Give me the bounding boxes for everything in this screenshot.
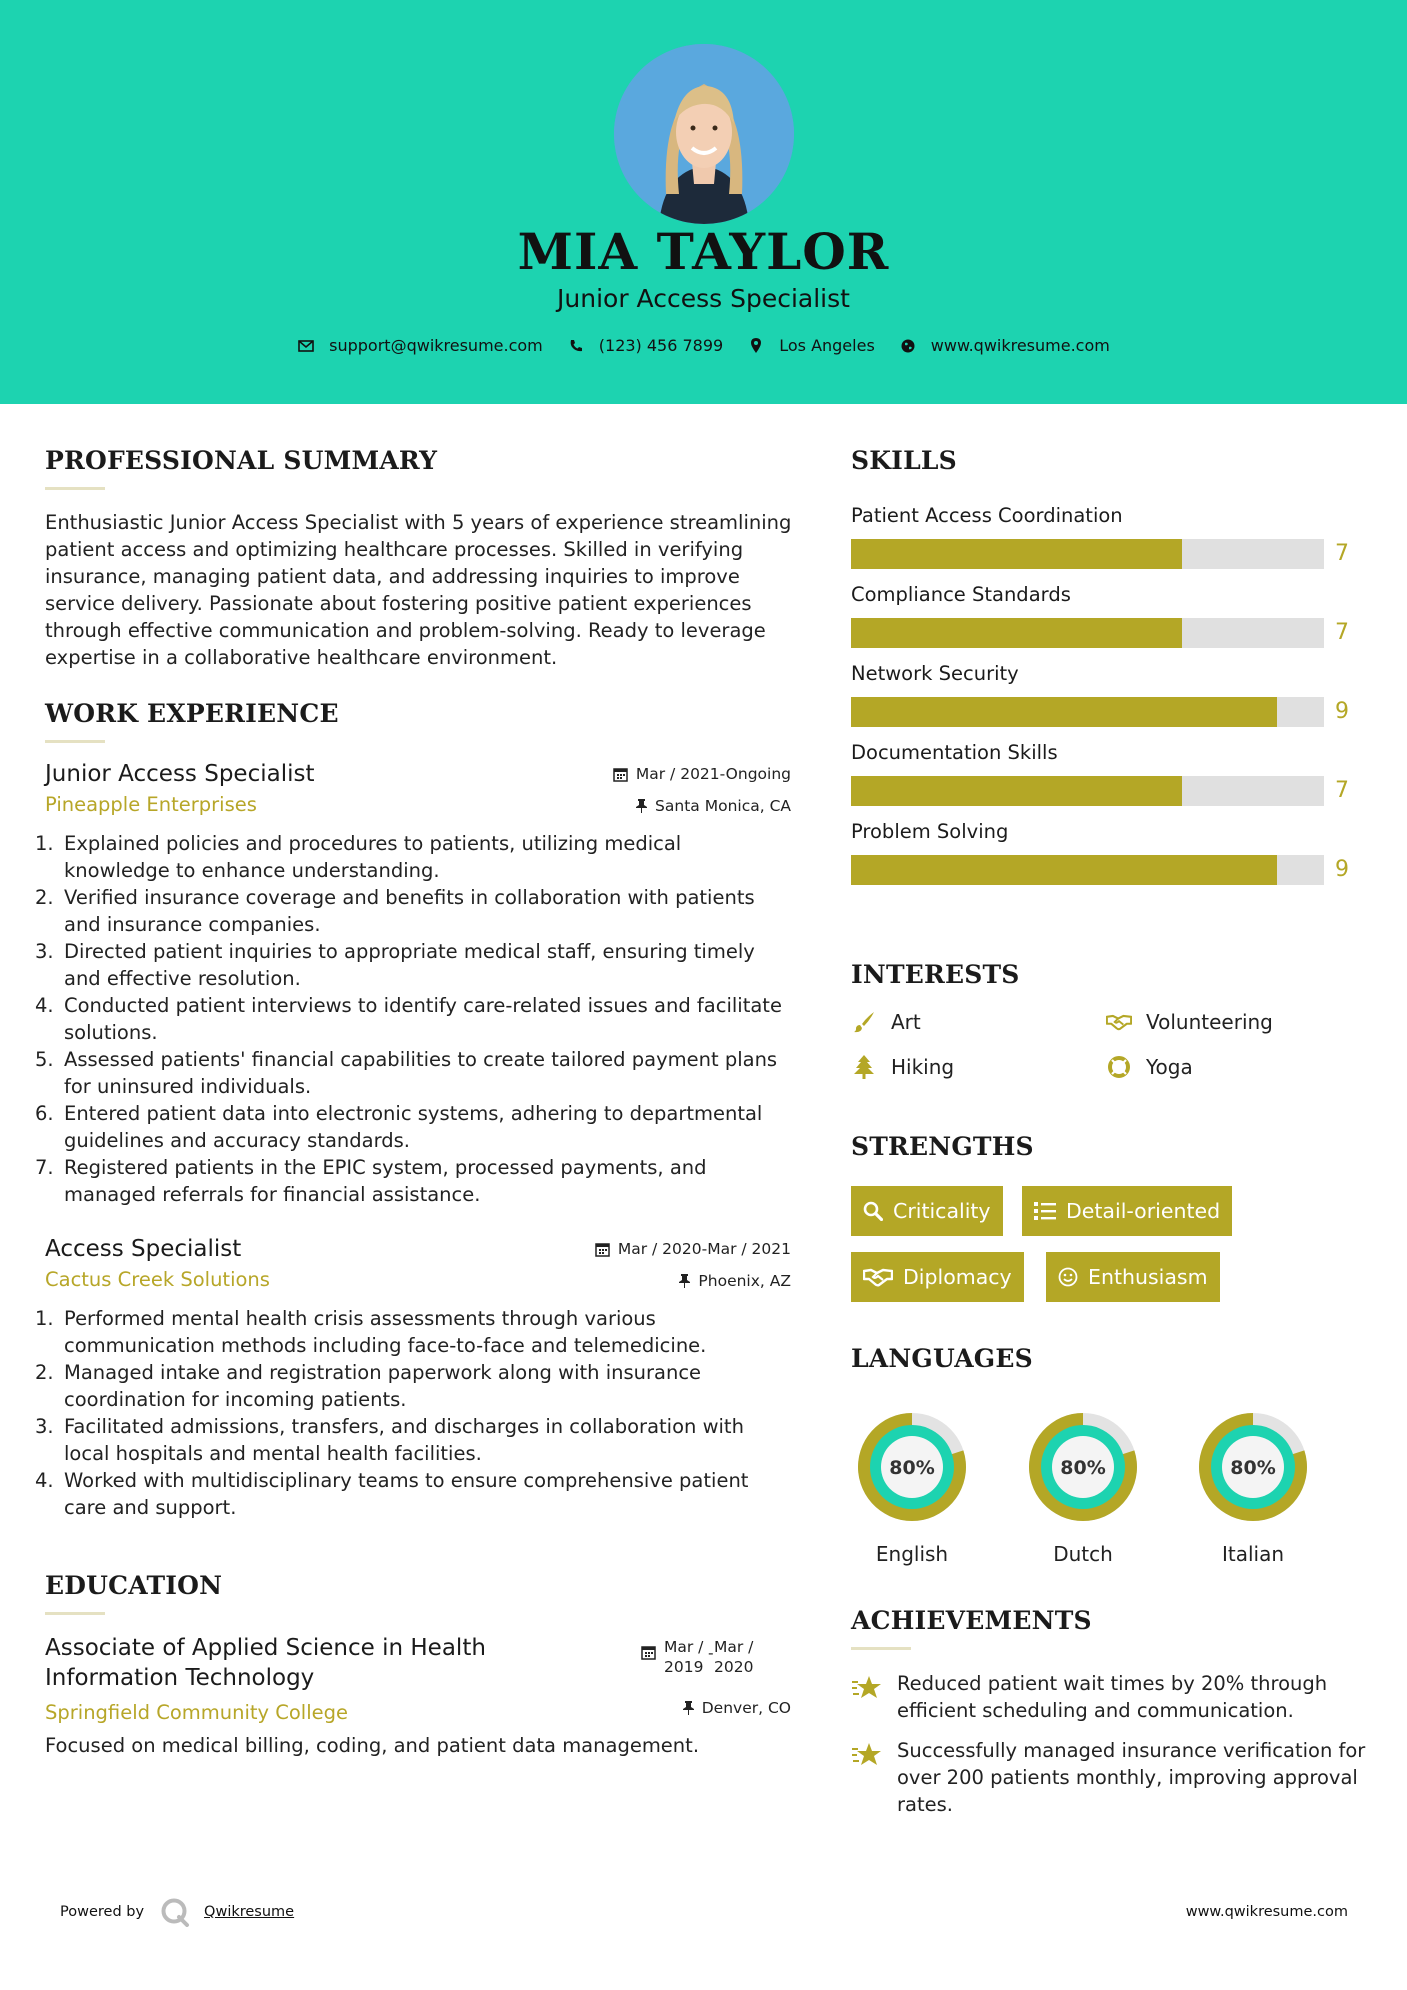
skills-title: SKILLS — [851, 446, 957, 475]
education-end-month: Mar / — [714, 1638, 754, 1656]
education-section — [45, 1571, 795, 1759]
phone-icon — [567, 337, 585, 355]
language-percent: 80% — [889, 1457, 935, 1479]
language-item — [851, 1406, 973, 1566]
interest-label: Yoga — [1146, 1055, 1193, 1079]
skill-bar — [851, 697, 1371, 727]
language-item — [1192, 1406, 1314, 1566]
skill-value: 9 — [1335, 699, 1349, 724]
duty-item: Explained policies and procedures to patients, utilizing medical knowledge to enhance understanding. — [64, 832, 682, 882]
paintbrush-icon — [851, 1010, 877, 1034]
languages-section — [851, 1344, 1371, 1574]
skill-bar — [851, 776, 1371, 806]
profile-photo — [614, 44, 794, 224]
skill-value: 7 — [1335, 778, 1349, 803]
duty-item: Assessed patients' financial capabilities to create tailored payment plans for uninsured individuals. — [64, 1048, 778, 1098]
job-dates — [595, 1240, 791, 1258]
duty-item: Directed patient inquiries to appropriate medical staff, ensuring timely and effective resolution. — [64, 940, 755, 990]
education-dates — [641, 1637, 758, 1677]
education-degree-line1: Associate of Applied Science in Health — [45, 1635, 486, 1661]
calendar-icon — [641, 1637, 656, 1677]
duty-item: Facilitated admissions, transfers, and discharges in collaboration with local hospitals and mental health facilities. — [64, 1415, 744, 1465]
interest-label: Volunteering — [1146, 1010, 1273, 1034]
calendar-icon — [595, 1242, 610, 1257]
skill-fill — [851, 618, 1182, 648]
skill-track — [851, 697, 1324, 727]
skill-fill — [851, 539, 1182, 569]
skill-value: 9 — [1335, 857, 1349, 882]
education-start — [664, 1637, 708, 1677]
education-entry — [45, 1633, 791, 1759]
education-degree-line2: Information Technology — [45, 1665, 315, 1691]
map-pin-icon — [747, 337, 765, 355]
right-column — [851, 446, 1371, 1816]
education-location — [683, 1699, 791, 1717]
search-icon — [863, 1201, 883, 1221]
skill-track — [851, 539, 1324, 569]
language-name: Dutch — [1053, 1542, 1113, 1566]
section-divider — [45, 1612, 105, 1615]
interest-item — [851, 1010, 921, 1034]
left-column — [45, 446, 795, 1759]
skill-item — [851, 662, 1371, 727]
summary-title: PROFESSIONAL SUMMARY — [45, 446, 438, 475]
resume-header — [0, 0, 1407, 404]
qwikresume-logo-icon — [160, 1897, 190, 1927]
language-name: English — [875, 1542, 949, 1566]
skill-fill — [851, 855, 1277, 885]
experience-title: WORK EXPERIENCE — [45, 699, 339, 728]
contact-phone-text: (123) 456 7899 — [598, 336, 724, 355]
summary-text: Enthusiastic Junior Access Specialist with 5 years of experience streamlining patient access and optimizing healthcare processes. Skilled in verifying insurance, managing patient data, and addressing inquiries to improve service delivery. Passionate about fostering positive patient experiences through effective communication and problem-solving. Ready to leverage expertise in a collaborative healthcare environment. — [45, 511, 792, 669]
interests-title: INTERESTS — [851, 960, 1020, 989]
contact-phone[interactable] — [567, 336, 723, 355]
skill-item — [851, 820, 1371, 885]
strengths-section — [851, 1132, 1371, 1312]
job-dates-text: Mar / 2020-Mar / 2021 — [617, 1240, 791, 1258]
pushpin-icon — [679, 1274, 690, 1288]
skill-name: Problem Solving — [851, 820, 1009, 843]
duty-item: Worked with multidisciplinary teams to ensure comprehensive patient care and support. — [64, 1469, 749, 1519]
strength-label: Diplomacy — [903, 1265, 1012, 1289]
job-entry — [45, 761, 791, 1208]
skill-track — [851, 618, 1324, 648]
language-percent: 80% — [1060, 1457, 1106, 1479]
duty-item: Verified insurance coverage and benefits in collaboration with patients and insurance companies. — [64, 886, 755, 936]
strengths-title: STRENGTHS — [851, 1132, 1034, 1161]
powered-by-label: Powered by — [60, 1904, 145, 1920]
interest-item — [1106, 1055, 1193, 1079]
language-ring — [1022, 1406, 1144, 1528]
languages-title: LANGUAGES — [851, 1344, 1033, 1373]
globe-icon — [899, 337, 917, 355]
strength-badge — [851, 1186, 1003, 1236]
education-title: EDUCATION — [45, 1571, 223, 1600]
interests-section — [851, 960, 1371, 1080]
interest-label: Art — [891, 1010, 921, 1034]
skill-name: Compliance Standards — [851, 583, 1071, 606]
achievement-text: Reduced patient wait times by 20% through efficient scheduling and communication. — [897, 1672, 1328, 1722]
skill-name: Documentation Skills — [851, 741, 1058, 764]
strength-badge — [1046, 1252, 1220, 1302]
duty-item: Managed intake and registration paperwork along with insurance coordination for incoming patients. — [64, 1361, 702, 1411]
job-location-text: Phoenix, AZ — [698, 1272, 791, 1290]
achievements-section — [851, 1606, 1371, 1836]
summary-section — [45, 446, 795, 671]
star-award-icon — [851, 1670, 885, 1724]
skill-track — [851, 855, 1324, 885]
skill-bar — [851, 618, 1371, 648]
job-title: Access Specialist — [45, 1236, 242, 1262]
powered-by — [60, 1892, 294, 1932]
language-ring — [1192, 1406, 1314, 1528]
skill-fill — [851, 776, 1182, 806]
skill-name: Network Security — [851, 662, 1019, 685]
pushpin-icon — [636, 799, 647, 813]
star-award-icon — [851, 1737, 885, 1818]
handshake-icon — [1106, 1010, 1132, 1034]
contact-bar — [0, 336, 1407, 355]
skill-item — [851, 741, 1371, 806]
achievement-item — [851, 1737, 1371, 1818]
skill-track — [851, 776, 1324, 806]
job-title: Junior Access Specialist — [45, 761, 315, 787]
skill-fill — [851, 697, 1277, 727]
language-item — [1022, 1406, 1144, 1566]
list-icon — [1034, 1202, 1056, 1220]
interest-item — [851, 1055, 954, 1079]
job-entry — [45, 1236, 791, 1521]
skill-bar — [851, 855, 1371, 885]
footer-url[interactable]: www.qwikresume.com — [1185, 1904, 1348, 1920]
education-start-month: Mar / — [664, 1638, 704, 1656]
section-divider — [45, 740, 105, 743]
skill-value: 7 — [1335, 620, 1349, 645]
smile-icon — [1058, 1267, 1078, 1287]
job-location-text: Santa Monica, CA — [655, 797, 791, 815]
education-start-year: 2019 — [664, 1658, 704, 1676]
strength-label: Criticality — [893, 1199, 991, 1223]
candidate-name: MIA TAYLOR — [517, 222, 890, 281]
strength-badge — [1022, 1186, 1232, 1236]
life-ring-icon — [1106, 1055, 1132, 1079]
contact-email[interactable] — [297, 336, 543, 355]
skill-bar — [851, 539, 1371, 569]
page-footer — [0, 1892, 1407, 1932]
duty-item: Entered patient data into electronic systems, adhering to departmental guidelines and accuracy standards. — [64, 1102, 763, 1152]
candidate-role: Junior Access Specialist — [557, 284, 850, 313]
contact-location-text: Los Angeles — [779, 336, 875, 355]
contact-website-text: www.qwikresume.com — [930, 336, 1110, 355]
tree-icon — [851, 1055, 877, 1079]
language-percent: 80% — [1230, 1457, 1276, 1479]
duty-item: Performed mental health crisis assessments through various communication methods including face-to-face and telemedicine. — [64, 1307, 707, 1357]
interest-item — [1106, 1010, 1273, 1034]
envelope-icon — [297, 337, 315, 355]
achievement-item — [851, 1670, 1371, 1724]
education-date-dash: - — [708, 1644, 714, 1662]
contact-email-text: support@qwikresume.com — [329, 336, 543, 355]
job-company: Pineapple Enterprises — [45, 793, 257, 816]
section-divider — [851, 1647, 911, 1650]
job-dates — [613, 765, 791, 783]
education-end — [714, 1637, 758, 1677]
education-school: Springfield Community College — [45, 1701, 349, 1724]
education-end-year: 2020 — [714, 1658, 754, 1676]
experience-section — [45, 699, 795, 1521]
job-location — [679, 1272, 791, 1290]
skill-item — [851, 504, 1371, 569]
calendar-icon — [613, 767, 628, 782]
job-location — [636, 797, 791, 815]
skill-value: 7 — [1335, 541, 1349, 566]
pushpin-icon — [683, 1701, 694, 1715]
job-dates-text: Mar / 2021-Ongoing — [635, 765, 791, 783]
achievement-text: Successfully managed insurance verification for over 200 patients monthly, improving approval rates. — [897, 1739, 1366, 1816]
contact-location — [747, 336, 875, 355]
job-duties — [45, 1305, 791, 1521]
job-company: Cactus Creek Solutions — [45, 1268, 270, 1291]
language-ring — [851, 1406, 973, 1528]
section-divider — [45, 487, 105, 490]
handshake-icon — [863, 1267, 893, 1287]
achievements-title: ACHIEVEMENTS — [851, 1606, 1092, 1635]
duty-item: Conducted patient interviews to identify care-related issues and facilitate solutions. — [64, 994, 782, 1044]
contact-website[interactable] — [899, 336, 1110, 355]
qwikresume-link[interactable]: Qwikresume — [204, 1904, 295, 1920]
skills-section — [851, 446, 1371, 885]
education-location-text: Denver, CO — [701, 1699, 791, 1717]
interest-label: Hiking — [891, 1055, 955, 1079]
strength-label: Detail-oriented — [1066, 1199, 1221, 1223]
strength-label: Enthusiasm — [1088, 1265, 1208, 1289]
job-duties — [45, 830, 791, 1208]
duty-item: Registered patients in the EPIC system, processed payments, and managed referrals for financial assistance. — [64, 1156, 707, 1206]
language-name: Italian — [1221, 1542, 1285, 1566]
education-description: Focused on medical billing, coding, and patient data management. — [45, 1734, 700, 1757]
skill-name: Patient Access Coordination — [851, 504, 1123, 527]
strength-badge — [851, 1252, 1024, 1302]
skill-item — [851, 583, 1371, 648]
